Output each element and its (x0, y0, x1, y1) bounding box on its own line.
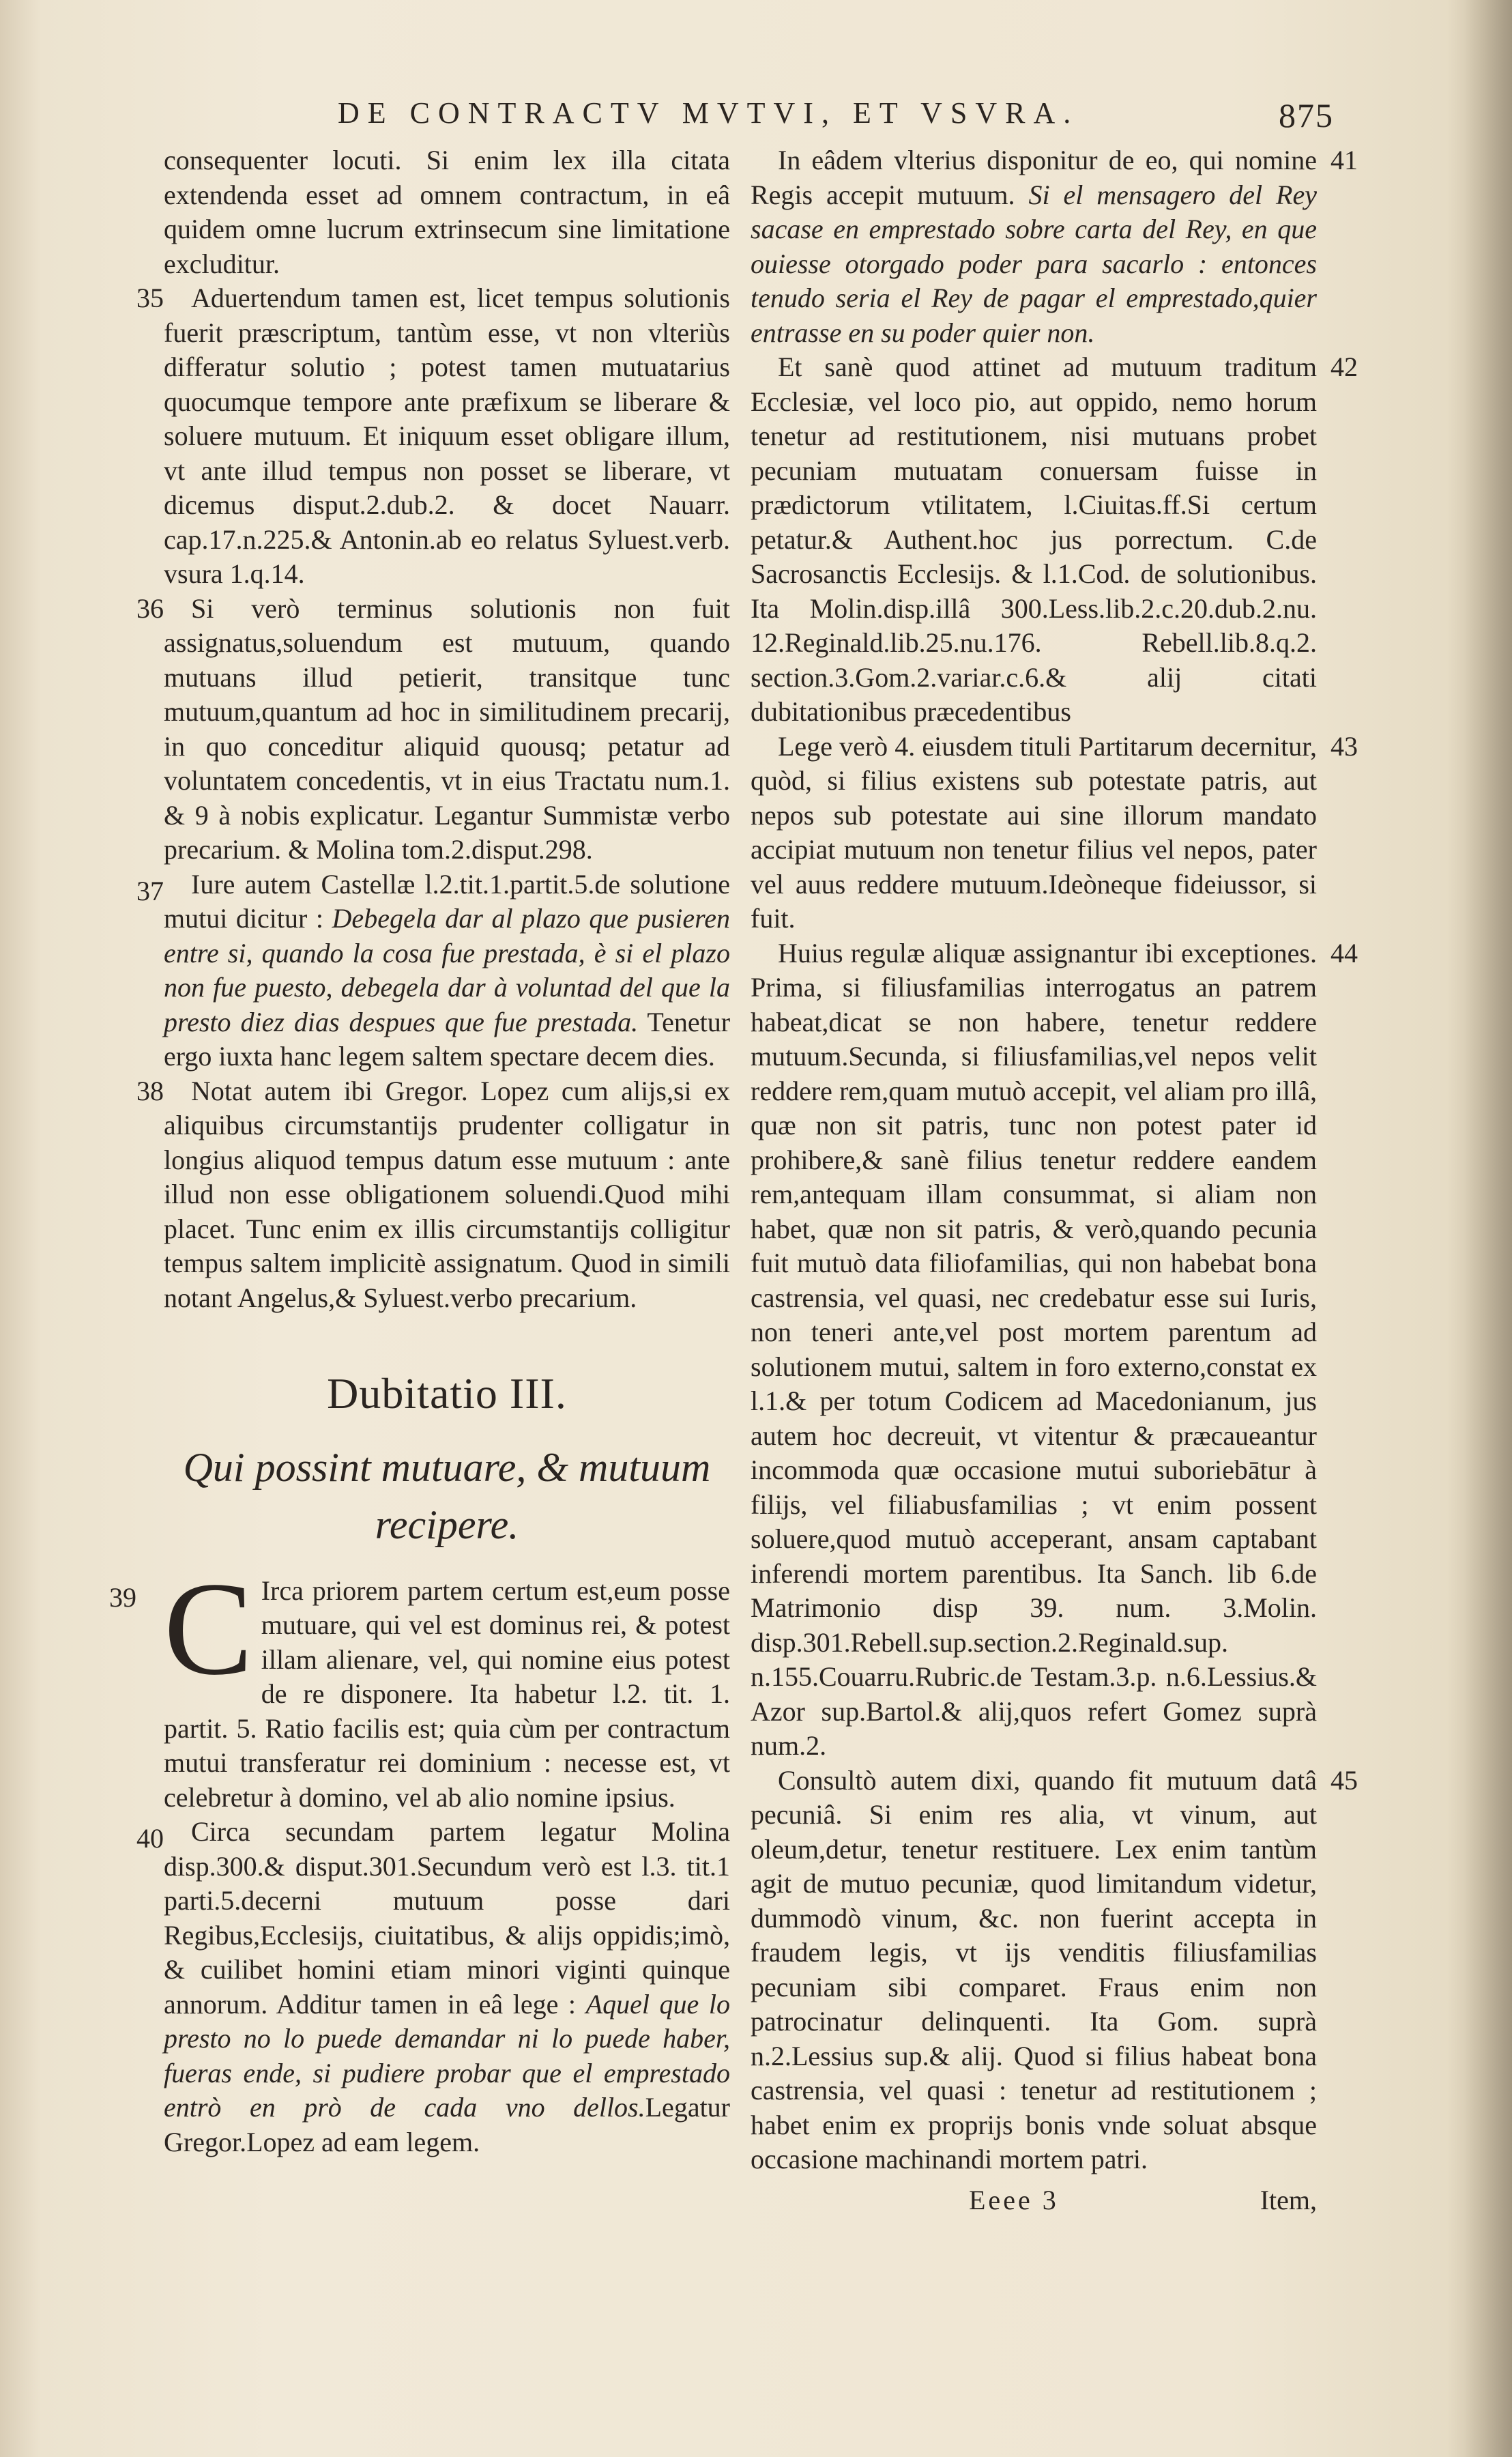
margin-number: 37 (136, 875, 164, 906)
paragraph-40 (136, 1815, 730, 2159)
margin-number: 43 (1331, 730, 1358, 762)
spanish-law-quote: Debegela dar al plazo que pusieren entre si, quando la cosa fue prestada, è si el plazo non fue puesto, debegela dar à voluntad del que la presto diez dias despues que fue prestada. (164, 903, 730, 1037)
spanish-law-quote: Aquel que lo presto no lo puede demandar ni lo puede haber, fueras ende, si pudiere probar que el emprestado entrò en prò de cada vno dellos. (164, 1988, 730, 2123)
catchword: Item, (1260, 2185, 1317, 2215)
right-column (751, 143, 1358, 2177)
section-subheading: Qui possint mutuare, & mutuum recipere. (183, 1444, 711, 1547)
paragraph-text: Lege verò 4. eiusdem tituli Partitarum decernitur, quòd, si filius existens sub potestate patris, aut nepos sub potestate aui sine illorum mandato accipiat mutuum non tenetur filius vel nepos, pater vel auus reddere mutuum.Ideòneque fideiussor, si fuit. (751, 730, 1317, 934)
margin-number: 39 (109, 1581, 136, 1613)
paragraph-text: Huius regulæ aliquæ assignantur ibi exceptiones. Prima, si filiusfamilias interrogatus an patrem habeat,dicat se non habere, tenetur reddere mutuum.Secunda, si filiusfamilias,vel nepos velit reddere rem,quam mutuò accepit, vel aliam pro illâ, quæ non sit patris, tunc non potest pater id prohibere,& sanè filius tenetur reddere eandem rem,antequam illam consummat, si aliam non habet, quæ non sit patris, & verò,quando pecunia fuit mutuò data filiofamilias, qui non habebat bona castrensia, vel quasi, nec credebatur esse sui Iuris, non teneri ante,vel post mortem parentum ad solutionem mutui, saltem in foro externo,constat ex l.1.& per totum Codicem ad Macedonianum, jus autem hoc decreuit, vt vitentur & præcaueantur incommoda quæ occasione mutui suboriebātur à filijs, vel filiabusfamilias ; vt enim possent soluere,quod mutuò acceperant, ansam captabant inferendi mortem parentibus. Ita Sanch. lib 6.de Matrimonio disp 39. num. 3.Molin. disp.301.Rebell.sup.section.2.Reginald.sup. n.155.Couarru.Rubric.de Testam.3.p. n.6.Lessius.& Azor sup.Bartol.& alij,quos refert Gomez suprà num.2. (751, 937, 1317, 1761)
margin-number: 38 (136, 1075, 164, 1106)
margin-number: 42 (1331, 351, 1358, 382)
paragraph-text: Consultò autem dixi, quando fit mutuum datâ pecuniâ. Si enim res alia, vt vinum, aut oleum,detur, tenetur restituere. Lex enim tantùm agit de mutuo pecuniæ, quod limitandum videtur, dummodò vinum, &c. non fuerint accepta in fraudem legis, vt ijs venditis filiusfamilias pecuniam sibi comparet. Fraus enim non patrocinatur delinquenti. Ita Gom. suprà n.2.Lessius sup.& alij. Quod si filius habeat bona castrensia, vel quasi : tenetur ad restitutionem ; habet enim ex proprijs bonis vnde soluat absque occasione machinandi mortem patri. (751, 1764, 1317, 2174)
running-header (338, 96, 1334, 136)
paragraph-text: Iure autem Castellæ l.2.tit.1.partit.5.de solutione mutui dicitur : (164, 868, 730, 934)
margin-number: 44 (1331, 937, 1358, 968)
paragraph-text: Et sanè quod attinet ad mutuum traditum Ecclesiæ, vel loco pio, aut oppido, nemo horum tenetur ad restitutionem, nisi mutuans probet pecuniam mutuatam conuersam fuisse in prædictorum vtilitatem, l.Ciuitas.ff.Si certum petatur.& Authent.hoc jus porrectum. C.de Sacrosanctis Ecclesijs. & l.1.Cod. de solutionibus. Ita Molin.disp.illâ 300.Less.lib.2.c.20.dub.2.nu. 12.Reginald.lib.25.nu.176. Rebell.lib.8.q.2. section.3.Gom.2.variar.c.6.& alij citati dubitationibus præcedentibus (751, 351, 1317, 727)
paragraph-text: Circa secundam partem legatur Molina disp.300.& disput.301.Secundum verò est l.3. tit.1 parti.5.decerni mutuum posse dari Regibus,Ecclesijs, ciuitatibus, & alijs oppidis;imò, & cuilibet homini etiam minori viginti quinque annorum. Additur tamen in eâ lege : (164, 1816, 730, 2020)
section-heading: Dubitatio III. (327, 1369, 567, 1418)
paragraph-text: Notat autem ibi Gregor. Lopez cum alijs,si ex aliquibus circumstantijs prudenter colligatur in longius aliquod tempus datum esse mutuum : ante illud non esse obligationem soluendi.Quod mihi placet. Tunc enim ex illis circumstantijs colligitur tempus saltem implicitè assignatum. Quod in simili notant Angelus,& Syluest.verbo precarium. (164, 1075, 730, 1313)
margin-number: 36 (136, 592, 164, 624)
paragraph-35 (136, 281, 730, 592)
paragraph-text: Si verò terminus solutionis non fuit assignatus,soluendum est mutuum, quando mutuans illud petierit, transitque tunc mutuum,quantum ad hoc in similitudinem precarij, in quo conceditur aliquid quousq; petatur ad voluntatem concedentis, vt in eius Tractatu num.1. & 9 à nobis explicatur. Legantur Summistæ verbo precarium. & Molina tom.2.disput.298. (164, 592, 730, 865)
paragraph-39 (109, 1554, 730, 1815)
margin-number: 45 (1331, 1764, 1358, 1796)
paragraph-44 (751, 936, 1358, 1764)
page-edge-shadow (1464, 0, 1512, 2457)
paragraph-45 (751, 1764, 1358, 2177)
page-number: 875 (1279, 96, 1334, 134)
signature-mark: Eeee 3 (969, 2185, 1059, 2215)
margin-number: 35 (136, 283, 164, 313)
spanish-law-quote: Si el mensagero del Rey sacase en emprestado sobre carta del Rey, en que ouiesse otorgado poder para sacarlo : entonces tenudo seria el Rey de pagar el emprestado,quier entrasse en su poder quier non. (751, 179, 1317, 348)
paragraph-37 (136, 867, 731, 1074)
paragraph-41 (751, 143, 1358, 350)
paragraph-text: In eâdem vlterius disponitur de eo, qui nomine Regis accepit mutuum. (751, 145, 1317, 210)
left-column (109, 143, 731, 2159)
paragraph-text: Irca priorem partem certum est,eum posse mutuare, qui vel est dominus rei, & potest illam alienare, vel, qui nomine eius potest de re disponere. Ita habetur l.2. tit. 1. partit. 5. Ratio facilis est; quia cùm per contractum mutui transferatur rei dominium : necesse est, vt celebretur à domino, vel ab alio nomine ipsius. (164, 1575, 730, 1813)
paragraph-38 (136, 1074, 730, 1316)
running-title: DE CONTRACTV MVTVI, ET VSVRA. (338, 96, 1079, 130)
paragraph-42 (751, 350, 1358, 730)
margin-number: 40 (136, 1823, 164, 1854)
paragraph-43 (751, 730, 1358, 936)
margin-number: 41 (1331, 145, 1358, 175)
paragraph-36 (136, 592, 730, 867)
paragraph-continuation: consequenter locuti. Si enim lex illa citata extendenda esset ad omnem contractum, in eâ quidem omne lucrum extrinsecum sine limitatione excluditur. (164, 145, 730, 279)
page-footer (751, 2184, 1317, 2225)
paragraph-text: Aduertendum tamen est, licet tempus solutionis fuerit præscriptum, tantùm esse, vt non vlteriùs differatur solutio ; potest tamen mutuatarius quocumque tempore ante præfixum se liberare & soluere mutuum. Et iniquum esset obligare illum, vt ante illud tempus non posset se liberare, vt dicemus disput.2.dub.2. & docet Nauarr. cap.17.n.225.& Antonin.ab eo relatus Syluest.verb. vsura 1.q.14. (164, 283, 730, 589)
drop-capital: C (164, 1554, 253, 1703)
paragraph-text: Tenetur ergo iuxta hanc legem saltem spectare decem dies. (164, 1006, 731, 1072)
paragraph-text: Legatur Gregor.Lopez ad eam legem. (164, 2092, 730, 2157)
